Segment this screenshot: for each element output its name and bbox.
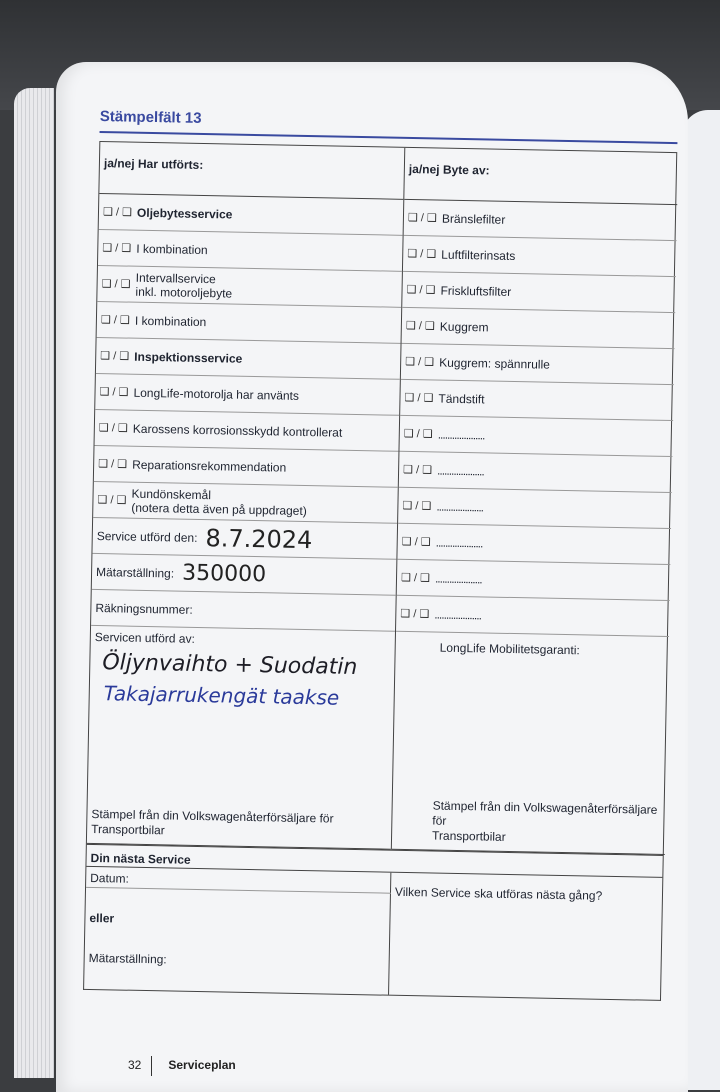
yes-no-checkbox[interactable]: ❑ / ❑: [406, 283, 436, 297]
service-date-row: [92, 518, 397, 560]
yes-no-checkbox[interactable]: ❑ / ❑: [404, 391, 434, 405]
checklist-sublabel: inkl. motoroljebyte: [135, 284, 233, 301]
footer-section: Serviceplan: [168, 1058, 236, 1073]
yes-no-checkbox[interactable]: ❑ / ❑: [98, 422, 128, 435]
checklist-label: Oljebytesservice: [136, 205, 233, 222]
checklist-row-right: [401, 344, 675, 385]
yes-no-checkbox[interactable]: ❑ / ❑: [402, 499, 432, 513]
checklist-label: Reparationsrekommendation: [132, 457, 287, 475]
stamp-form: [83, 108, 680, 1001]
yes-no-checkbox[interactable]: ❑ / ❑: [405, 355, 435, 369]
checklist-row-right: [402, 308, 676, 349]
performed-by-cell: [87, 626, 395, 850]
replacement-label: ....................: [434, 571, 482, 586]
checklist-row-left: [97, 302, 402, 344]
checklist-row-right: [397, 524, 671, 565]
checklist-row-right: [396, 596, 670, 637]
replacement-label: Tändstift: [438, 391, 485, 406]
yes-no-checkbox[interactable]: ❑ / ❑: [401, 535, 431, 549]
checklist-label: I kombination: [134, 313, 207, 329]
yes-no-checkbox[interactable]: ❑ / ❑: [100, 314, 130, 327]
replacement-label: Bränslefilter: [441, 211, 506, 227]
replacement-label: Luftfilterinsats: [441, 247, 516, 263]
replacement-label: Friskluftsfilter: [440, 283, 512, 299]
left-header: ja/nej Har utförts:: [99, 142, 404, 200]
next-service-left: [84, 867, 391, 995]
yes-no-checkbox[interactable]: ❑ / ❑: [403, 427, 433, 441]
yes-no-checkbox[interactable]: ❑ / ❑: [407, 211, 437, 225]
next-service-title: Din nästa Service: [86, 845, 662, 878]
checklist-label: I kombination: [136, 241, 208, 257]
checklist-row-left: [96, 338, 401, 380]
yes-no-checkbox[interactable]: ❑ / ❑: [402, 463, 433, 477]
checklist-row-right: [402, 272, 676, 313]
invoice-row: [91, 590, 396, 632]
yes-no-checkbox[interactable]: ❑ / ❑: [407, 247, 437, 261]
checklist-row-left: [95, 374, 400, 416]
longlife-cell: [392, 632, 669, 855]
dealer-stamp-label-left: [91, 807, 334, 842]
checklist-row-right: [403, 236, 677, 277]
mileage-label: Mätarställning:: [95, 564, 175, 581]
dealer-stamp-label-right: [432, 799, 666, 848]
yes-no-checkbox[interactable]: ❑ / ❑: [400, 571, 431, 585]
next-service-grid: [84, 867, 662, 1000]
page-footer: [128, 1056, 236, 1076]
next-date-label: Datum:: [90, 870, 130, 886]
checklist-label: Kundönskemål: [131, 486, 212, 502]
checklist-sublabel: (notera detta även på uppdraget): [131, 500, 307, 518]
yes-no-checkbox[interactable]: ❑ / ❑: [97, 494, 127, 507]
checklist-label: LongLife-motorolja har använts: [133, 385, 300, 403]
yes-no-checkbox[interactable]: ❑ / ❑: [102, 242, 132, 255]
replacement-label: ....................: [436, 499, 484, 514]
yes-no-checkbox[interactable]: ❑ / ❑: [101, 278, 131, 291]
checklist-label: Inspektionsservice: [134, 349, 243, 366]
stamp-label-line2: Transportbilar: [91, 821, 165, 838]
yes-no-checkbox[interactable]: ❑ / ❑: [405, 319, 435, 333]
next-service-question: Vilken Service ska utföras nästa gång?: [394, 884, 603, 903]
next-mileage-label: Mätarställning:: [88, 950, 167, 967]
page-number: 32: [128, 1058, 142, 1073]
stamp-label-line1: Stämpel från din Volkswagenåterförsäljare för: [432, 798, 658, 828]
performed-by-label: Servicen utförd av:: [94, 629, 196, 646]
page-title: Stämpelfält 13: [100, 108, 678, 144]
checklist-row-left: [99, 194, 404, 236]
checklist-row-left: [97, 266, 402, 308]
yes-no-checkbox[interactable]: ❑ / ❑: [98, 458, 128, 471]
checklist-row-right: [397, 560, 671, 601]
checklist-row-right: [399, 416, 673, 457]
checklist-row-left: [98, 230, 403, 272]
service-table: [86, 141, 677, 856]
service-date-label: Service utförd den:: [96, 528, 198, 545]
checklist-label: Karossens korrosionsskydd kontrollerat: [132, 421, 343, 440]
handwritten-note-1: Öljynvaihto + Suodatin: [102, 650, 358, 681]
replacement-label: ....................: [434, 607, 482, 622]
replacement-label: Kuggrem: spännrulle: [439, 355, 551, 372]
stamp-label-line2: Transportbilar: [431, 828, 506, 844]
checklist-label: Intervallservice: [135, 270, 216, 286]
next-service-box: [83, 845, 664, 1001]
invoice-label: Räkningsnummer:: [95, 600, 193, 617]
checklist-row-right: [398, 488, 672, 529]
checklist-row-left: [95, 410, 400, 452]
replacement-label: ....................: [435, 535, 483, 550]
yes-no-checkbox[interactable]: ❑ / ❑: [400, 607, 430, 621]
checklist-row-right: [399, 452, 673, 493]
checklist-row-right: [400, 380, 674, 421]
right-column: [392, 148, 678, 855]
stamp-label-line1: Stämpel från din Volkswagenåterförsäljare för: [91, 806, 334, 826]
replacement-label: Kuggrem: [439, 319, 489, 334]
yes-no-checkbox[interactable]: ❑ / ❑: [99, 386, 129, 399]
checklist-row-right: [404, 200, 678, 241]
replacement-label: ....................: [436, 463, 484, 478]
next-or-label: eller: [89, 910, 115, 926]
checklist-row-left: [94, 446, 399, 488]
mileage-row: [92, 554, 397, 596]
right-header: ja/nej Byte av:: [404, 148, 678, 205]
book-page-edges: [14, 88, 54, 1078]
yes-no-checkbox[interactable]: ❑ / ❑: [100, 350, 130, 363]
mileage-value: 350000: [181, 560, 267, 588]
yes-no-checkbox[interactable]: ❑ / ❑: [102, 206, 133, 219]
service-date-value: 8.7.2024: [205, 523, 313, 554]
handwritten-note-2: Takajarrukengät taakse: [103, 681, 340, 710]
longlife-label: LongLife Mobilitetsgaranti:: [439, 640, 580, 658]
checklist-row-left: [93, 482, 398, 524]
replacement-label: ....................: [437, 427, 485, 442]
left-column: [87, 142, 405, 850]
